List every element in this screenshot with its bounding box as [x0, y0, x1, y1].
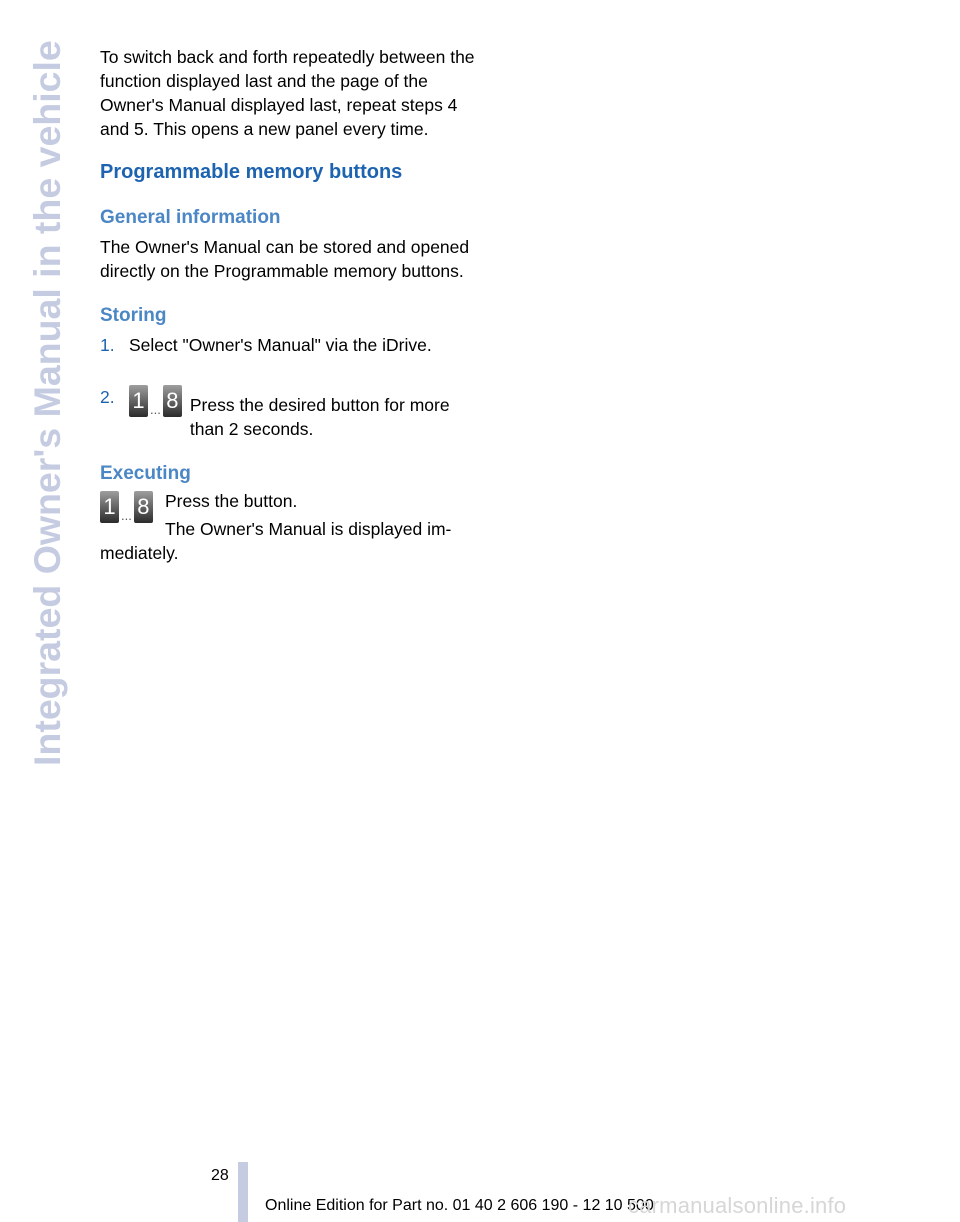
executing-block — [100, 489, 480, 565]
edition-text: Online Edition for Part no. 01 40 2 606 190 - 12 10 500 — [265, 1197, 654, 1214]
step-text: Select "Owner's Manual" via the iDrive. — [129, 335, 432, 355]
ellipsis-icon: ... — [150, 402, 161, 417]
storing-heading: Storing — [100, 305, 167, 326]
memory-button-8-icon: 8 — [134, 491, 153, 523]
intro-paragraph: To switch back and forth repeatedly between the function displayed last and the page of the Owner's Manual displayed last, repeat steps 4 and 5. This opens a new panel every time. — [100, 47, 475, 139]
general-text: The Owner's Manual can be stored and opened directly on the Programmable memory buttons. — [100, 237, 470, 281]
storing-step-1 — [100, 333, 480, 357]
watermark: carmanualsonline.info — [628, 1193, 847, 1218]
step-number: 2. — [100, 387, 115, 407]
executing-line-1: Press the button. — [165, 491, 298, 511]
side-chapter-title: Integrated Owner's Manual in the vehicle — [26, 40, 68, 766]
section-heading: Programmable memory buttons — [100, 161, 403, 183]
step-text: Press the desired button for more than 2 seconds. — [189, 395, 450, 439]
executing-line-2: The Owner's Manual is displayed im- — [165, 519, 452, 539]
memory-buttons-icon — [100, 491, 153, 523]
memory-button-1-icon: 1 — [129, 385, 148, 417]
memory-button-8-icon: 8 — [163, 385, 182, 417]
main-content — [100, 45, 480, 565]
general-heading: General information — [100, 207, 281, 228]
step-number: 1. — [100, 335, 115, 355]
memory-buttons-icon — [129, 385, 182, 417]
ellipsis-icon: ... — [121, 508, 132, 523]
executing-line-3: mediately. — [100, 543, 179, 563]
page-number: 28 — [211, 1167, 229, 1184]
storing-step-2 — [100, 369, 480, 441]
executing-heading: Executing — [100, 463, 191, 484]
memory-button-1-icon: 1 — [100, 491, 119, 523]
footer-accent-bar — [238, 1162, 248, 1222]
side-title-container — [24, 40, 70, 766]
